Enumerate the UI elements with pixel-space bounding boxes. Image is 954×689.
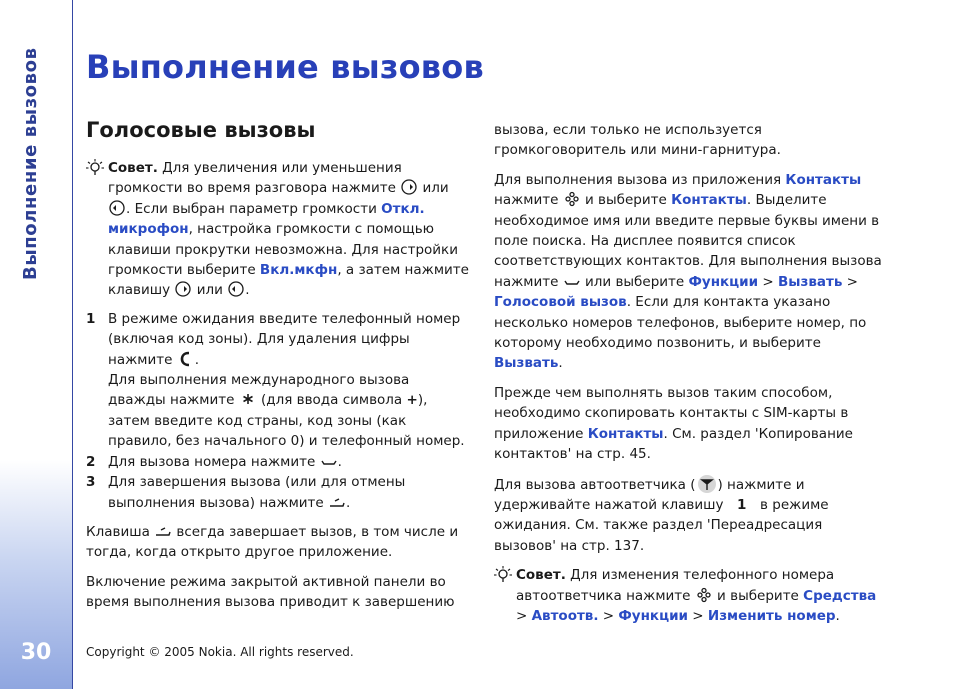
- sidebar-divider: [72, 0, 73, 689]
- step-item: [86, 472, 470, 513]
- tip-text: Для увеличения или уменьшения громкости во время разговора нажмите: [108, 160, 402, 197]
- option-tools: Средства: [803, 587, 877, 604]
- paragraph-text: . См. раздел 'Копирование контактов' на стр. 45.: [494, 425, 853, 463]
- scroll-left-key-icon: [227, 281, 245, 297]
- call-key-icon: [563, 273, 581, 289]
- option-voice-call: Голосовой вызов: [494, 294, 627, 311]
- scroll-left-key-icon: [108, 200, 126, 216]
- option-call: Вызвать: [778, 273, 843, 290]
- option-call: Вызвать: [494, 355, 559, 372]
- step-text: В режиме ожидания введите телефонный номер (включая код зоны). Для удаления цифры нажмите: [108, 310, 461, 368]
- paragraph: [494, 474, 886, 557]
- sidebar: [0, 0, 72, 689]
- lightbulb-icon: [86, 159, 104, 177]
- page-number: 30: [20, 640, 52, 665]
- paragraph-text: Для выполнения вызова из приложения: [494, 171, 786, 188]
- step-number: 1: [86, 310, 96, 327]
- option-unmute-microphone: Вкл.мкфн: [259, 262, 338, 279]
- tip-label: Совет.: [516, 567, 566, 584]
- step-text: (для ввода символа: [256, 392, 407, 409]
- option-voicemail: Автоотв.: [531, 607, 599, 624]
- key-1-icon: 1: [737, 496, 747, 513]
- paragraph: вызова, если только не используется громкоговоритель или мини-гарнитура.: [494, 122, 781, 159]
- menu-key-icon: [695, 587, 713, 603]
- tip-text: или: [192, 282, 228, 299]
- step-text: .: [194, 351, 199, 368]
- paragraph-text: .: [558, 355, 563, 372]
- paragraph-text: всегда завершает вызов, в том числе и тогда, когда открыто другое приложение.: [86, 523, 459, 561]
- option-contacts: Контакты: [587, 425, 664, 442]
- paragraph: [494, 170, 886, 374]
- tip-text: , а затем нажмите клавишу: [108, 262, 469, 299]
- tip-text: .: [835, 607, 840, 624]
- menu-key-icon: [563, 191, 581, 207]
- copyright-footer: Copyright © 2005 Nokia. All rights reserved.: [86, 645, 354, 659]
- option-contacts: Контакты: [671, 192, 747, 209]
- paragraph-text: . Если для контакта указано несколько номеров телефонов, выберите номер, по которому необходимо позвонить, и выберите: [494, 294, 867, 352]
- separator: >: [688, 607, 708, 624]
- option-functions: Функции: [688, 273, 759, 290]
- paragraph-text: ) нажмите и удерживайте нажатой клавишу: [494, 476, 805, 513]
- option-contacts: Контакты: [785, 171, 862, 188]
- tip-text: или: [418, 180, 449, 197]
- scroll-right-key-icon: [400, 179, 418, 195]
- step-text: Для выполнения международного вызова дважды нажмите: [108, 372, 410, 409]
- tip-text: . Если выбран параметр громкости: [126, 200, 382, 217]
- separator: >: [758, 273, 779, 290]
- voicemail-icon: [696, 474, 718, 494]
- tip-text: и выберите: [712, 587, 804, 604]
- paragraph: Включение режима закрытой активной панели во время выполнения вызова приводит к завершению: [86, 573, 455, 611]
- step-text: .: [337, 453, 342, 470]
- option-mute-microphone: Откл. микрофон: [108, 200, 425, 238]
- tip-volume: [86, 158, 470, 301]
- option-change-number: Изменить номер: [707, 607, 836, 624]
- tip-text: Для изменения телефонного номера автоответчика нажмите: [516, 567, 835, 604]
- left-column: [86, 158, 470, 622]
- step-text: .: [346, 494, 351, 511]
- paragraph-text: Прежде чем выполнять вызов таким способом, необходимо скопировать контакты с SIM-карты в приложение: [494, 384, 849, 442]
- step-text: Для завершения вызова (или для отмены выполнения вызова) нажмите: [108, 474, 406, 511]
- step-number: 3: [86, 474, 96, 491]
- tip-text: .: [245, 282, 250, 299]
- sidebar-chapter-title: Выполнение вызовов: [20, 47, 41, 280]
- paragraph: [86, 522, 470, 563]
- step-item: [86, 309, 470, 452]
- clear-key-icon: [177, 351, 195, 367]
- call-key-icon: [320, 453, 338, 469]
- separator: >: [842, 273, 858, 290]
- step-text: Для вызова номера нажмите: [108, 453, 320, 470]
- section-title: Голосовые вызовы: [86, 118, 316, 142]
- lightbulb-icon: [494, 566, 512, 584]
- tip-text: , настройка громкости с помощью клавиши прокрутки невозможна. Для настройки громкости выберите: [108, 221, 458, 279]
- scroll-right-key-icon: [174, 281, 192, 297]
- paragraph-text: Клавиша: [86, 523, 155, 540]
- tip-voicemail: [494, 565, 886, 626]
- step-text: ), затем введите код страны, код зоны (как правило, без начального 0) и телефонный номер.: [108, 392, 465, 450]
- paragraph-text: нажмите: [494, 192, 563, 209]
- separator: >: [516, 607, 532, 624]
- step-number: 2: [86, 453, 96, 470]
- step-item: [86, 452, 470, 472]
- option-functions: Функции: [618, 607, 688, 624]
- paragraph-text: в режиме ожидания. См. также раздел 'Переадресация вызовов' на стр. 137.: [494, 496, 829, 554]
- plus-symbol: +: [406, 392, 418, 409]
- paragraph-text: . Выделите необходимое имя или введите первые буквы имени в поле поиска. На дисплее появится список соответствующих контактов. Для выполнения вызова нажмите: [494, 192, 882, 290]
- right-column: [494, 120, 886, 634]
- paragraph: [494, 383, 886, 465]
- page-title: Выполнение вызовов: [86, 48, 484, 86]
- paragraph-text: Для вызова автоответчика (: [494, 476, 696, 493]
- end-key-icon: [328, 494, 346, 510]
- tip-label: Совет.: [108, 160, 158, 176]
- paragraph-text: или выберите: [580, 273, 689, 290]
- paragraph-text: и выберите: [580, 192, 672, 209]
- end-key-icon: [154, 523, 172, 539]
- separator: >: [598, 607, 619, 624]
- star-key-icon: [239, 391, 257, 407]
